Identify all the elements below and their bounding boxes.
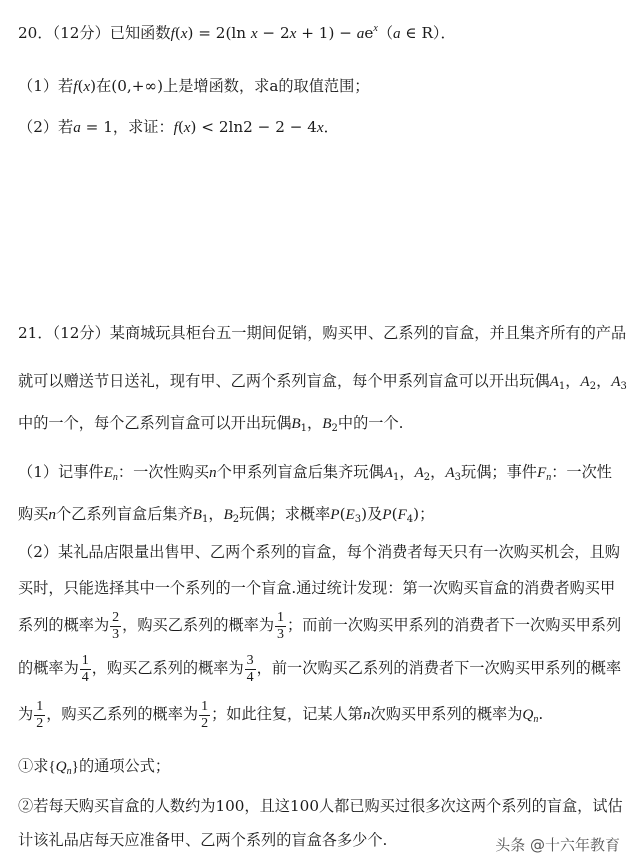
q20-part1: （1）若f(x)在(0,+∞)上是增函数，求a的取值范围； [18,77,370,95]
fraction-1-2b: $\frac{1}{2}$ [201,698,209,731]
q21-l11-b: 的通项公式； [78,757,171,775]
q21-line-2: 就可以赠送节日送礼，现有甲、乙两个系列盲盒，每个甲系列盲盒可以开出玩偶$A_1$，$A_2$，$A_3$ [18,372,627,392]
q21-l5-e: ； [419,505,435,523]
q21-l5-a: 购买 [18,505,49,523]
q20-title: 20．（12分）已知函数 [18,24,171,42]
q21-line-1: 21．（12分）某商城玩具柜台五一期间促销，购买甲、乙系列的盲盒，并且集齐所有的产品 [18,324,627,342]
q21-l5-b: 个乙系列盲盒后集齐 [55,505,193,523]
q21-line-11: ①求$\{Q_n\}$的通项公式； [18,757,171,777]
fraction-1-2a: $\frac{1}{2}$ [36,698,44,731]
q21-l2-text: 就可以赠送节日送礼，现有甲、乙两个系列盲盒，每个甲系列盲盒可以开出玩偶 [18,372,550,390]
q21-l8-b: ，购买乙系列的概率为 [122,616,274,634]
q20-p2-mid: ，求证： [112,118,174,136]
q21-line-12: ②若每天购买盲盒的人数约为100，且这100人都已购买过很多次这两个系列的盲盒，试估 [18,797,623,815]
q20-condition: （a ∈ R）． [377,24,456,42]
q21-l9-c: ，前一次购买乙系列的消费者下一次购买甲系列的概率 [256,659,622,677]
q21-l8-a: 系列的概率为 [18,616,110,634]
q21-l10-c: ；如此往复，记某人第 [211,705,363,723]
q21-l10-e: . [538,705,544,723]
watermark-text: 头条 @十六年教育 [495,836,620,854]
q21-l10-b: ，购买乙系列的概率为 [46,705,199,723]
q21-l4-e: ：一次性 [551,463,612,481]
q21-l8-c: ；而前一次购买甲系列的消费者下一次购买甲系列 [287,616,622,634]
q20-p1-mid: 在 [96,77,112,95]
q21-l5-c: 玩偶；求概率 [239,505,331,523]
q20-p1-suffix: 上是增函数，求a的取值范围； [163,77,370,95]
q20-p2-end: ． [323,118,339,136]
q21-line-6: （2）某礼品店限量出售甲、乙两个系列的盲盒，每个消费者每天只有一次购买机会，且购 [18,543,620,561]
q21-l9-b: ，购买乙系列的概率为 [91,659,244,677]
q21-l4-a: （1）记事件 [18,463,104,481]
fraction-2-3: $\frac{2}{3}$ [112,609,120,642]
q21-line-5: 购买n个乙系列盲盒后集齐$B_1$，$B_2$玩偶；求概率$P(E_3)$及$P(F_4)$； [18,505,435,525]
q20-function: f [170,25,175,42]
q21-l4-b: ：一次性购买 [117,463,210,481]
q21-l4-c: 个甲系列盲盒后集齐玩偶 [216,463,384,481]
q21-l11-a: ①求 [18,757,49,775]
q20-p1-interval: (0,+∞) [111,77,163,95]
fraction-1-4: $\frac{1}{4}$ [81,652,89,685]
q20-p2-prefix: （2）若 [18,118,74,136]
q21-line-10: 为 $\frac{1}{2}$ ，购买乙系列的概率为 $\frac{1}{2}$ ；如此往复，记某人第n次购买甲系列的概率为$Q_n$. [18,698,544,731]
q21-line-13: 计该礼品店每天应准备甲、乙两个系列的盲盒各多少个. [18,831,388,849]
fraction-1-3: $\frac{1}{3}$ [277,609,284,642]
watermark [495,834,620,855]
q21-line-9 [18,651,626,685]
q21-l9-a: 的概率为 [18,659,79,677]
q21-line-8 [18,608,626,642]
q21-l5-d: 及 [367,505,383,523]
q21-l10-d: 次购买甲系列的概率为 [370,705,523,723]
q21-l3-text-b: 中的一个. [337,414,404,432]
q20-part2: （2）若a = 1，求证：f(x) < 2ln2 − 2 − 4x． [18,118,339,136]
q21-l10-a: 为 [18,705,34,723]
q21-line-3: 中的一个，每个乙系列盲盒可以开出玩偶$B_1$，$B_2$中的一个. [18,414,404,434]
q20-header: 20．（12分）已知函数f(x) = 2(ln $x - 2x + 1) - ae^x(a$ ∈ R）． [18,23,456,42]
q21-l3-text-a: 中的一个，每个乙系列盲盒可以开出玩偶 [18,414,292,432]
q20-p1-prefix: （1）若 [18,77,74,95]
q21-line-4: （1）记事件$E_n$：一次性购买n个甲系列盲盒后集齐玩偶$A_1$，$A_2$，$A_3$玩偶；事件$F_n$：一次性 [18,463,612,483]
q21-line-7: 买时，只能选择其中一个系列的一个盲盒.通过统计发现：第一次购买盲盒的消费者购买甲 [18,579,616,597]
fraction-3-4: $\frac{3}{4}$ [246,652,254,685]
q21-l4-d: 玩偶；事件 [461,463,537,481]
